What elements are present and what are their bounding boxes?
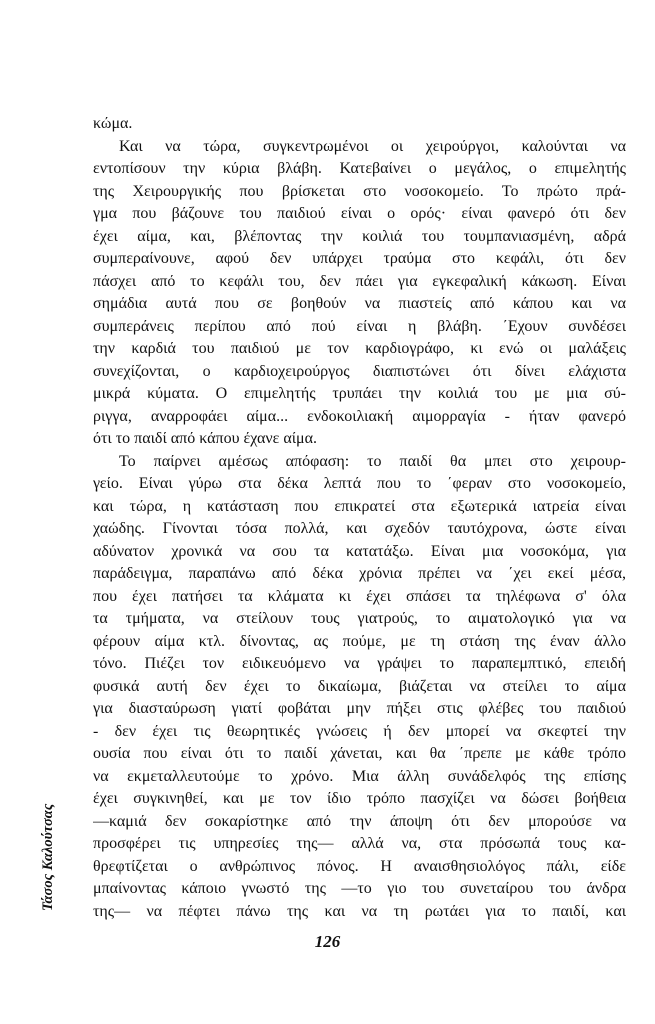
- text-line: της— να πέφτει πάνω της και να τη ρωτάει για το παιδί, και: [93, 902, 626, 920]
- text-line: φυσικά αυτή δεν έχει το δικαίωμα, βιάζεται να στείλει το αίμα: [93, 677, 626, 695]
- page-number: 126: [314, 932, 341, 951]
- text-line: γμα που βάζουνε του παιδιού είναι ο ορός· είναι φανερό ότι δεν: [93, 205, 626, 222]
- text-line: να εκμεταλλευτούμε το χρόνο. Μια άλλη συνάδελφός της επίσης: [93, 767, 626, 785]
- text-line: την καρδιά του παιδιού με τον καρδιογράφο, κι ενώ οι μαλάξεις: [93, 340, 626, 357]
- text-line: κώμα.: [93, 115, 133, 132]
- text-line: χαώδης. Γίνονται τόσα πολλά, και σχεδόν ταυτόχρονα, ώστε είναι: [93, 520, 626, 537]
- text-line: έχει συγκινηθεί, και με τον ίδιο τρόπο πασχίζει να δώσει βοήθεια: [93, 790, 626, 807]
- running-head-author: Τάσος Καλούτσας: [40, 803, 56, 912]
- text-line: Και να τώρα, συγκεντρωμένοι οι χειρούργοι, καλούνται να: [119, 137, 626, 155]
- text-line: εντοπίσουν την κύρια βλάβη. Κατεβαίνει ο μεγάλος, ο επιμελητής: [93, 160, 626, 177]
- text-line: για διασταύρωση γιατί φοβάται μην πήξει στις φλέβες του παιδιού: [93, 700, 626, 717]
- text-line: - δεν έχει τις θεωρητικές γνώσεις ή δεν μπορεί να σκεφτεί την: [93, 722, 626, 740]
- text-line: προσφέρει τις υπηρεσίες της— αλλά να, στα πρόσωπά τους κα-: [93, 835, 626, 852]
- text-line: τόνο. Πιέζει τον ειδικευόμενο να γράψει το παραπεμπτικό, επειδή: [93, 655, 626, 672]
- text-line: ότι το παιδί από κάπου έχανε αίμα.: [93, 430, 317, 447]
- text-line: μπαίνοντας κάποιο γνωστό της —το γιο του συνεταίρου του άνδρα: [93, 880, 626, 897]
- body-text: [93, 113, 626, 923]
- text-line: της Χειρουργικής που βρίσκεται στο νοσοκομείο. Το πρώτο πρά-: [93, 182, 626, 200]
- text-line: Το παίρνει αμέσως απόφαση: το παιδί θα μπει στο χειρουρ-: [119, 452, 626, 470]
- text-line: θρεφτίζεται ο ανθρώπινος πόνος. Η αναισθησιολόγος πάλι, είδε: [93, 857, 626, 875]
- text-line: και τώρα, η κατάσταση που επικρατεί στα εξωτερικά ιατρεία είναι: [93, 497, 626, 515]
- text-line: φέρουν αίμα κτλ. δίνοντας, ας πούμε, με τη στάση της έναν άλλο: [93, 632, 626, 650]
- text-line: συνεχίζονται, ο καρδιοχειρούργος διαπιστώνει ότι δίνει ελάχιστα: [93, 362, 626, 380]
- text-line: τα τμήματα, να στείλουν τους γιατρούς, το αιματολογικό για να: [93, 610, 626, 627]
- text-line: που έχει πατήσει τα κλάματα κι έχει σπάσει τα τηλέφωνα σ' όλα: [93, 587, 626, 605]
- text-line: —καμιά δεν σοκαρίστηκε από την άποψη ότι δεν μπορούσε να: [93, 812, 626, 830]
- text-line: σημάδια αυτά που σε βοηθούν να πιαστείς από κάπου και να: [93, 295, 626, 312]
- text-line: πάσχει από το κεφάλι του, δεν πάει για εγκεφαλική κάκωση. Είναι: [93, 272, 626, 290]
- text-line: ριγγα, αναρροφάει αίμα... ενδοκοιλιακή αιμορραγία - ήταν φανερό: [93, 407, 626, 425]
- text-line: παράδειγμα, παραπάνω από δέκα χρόνια πρέπει να ΄χει εκεί μέσα,: [93, 565, 626, 582]
- text-line: συμπεράνεις περίπου από πού είναι η βλάβη. ΄Εχουν συνδέσει: [93, 317, 626, 335]
- text-line: συμπεραίνουνε, αφού δεν υπάρχει τραύμα στο κεφάλι, ότι δεν: [93, 250, 626, 267]
- text-line: μικρά κύματα. Ο επιμελητής τρυπάει την κοιλιά του με μια σύ-: [93, 385, 626, 402]
- text-line: αδύνατον χρονικά να σου τα κατατάξω. Είναι μια νοσοκόμα, για: [93, 542, 626, 560]
- text-line: γείο. Είναι γύρω στα δέκα λεπτά που το ΄φεραν στο νοσοκομείο,: [93, 475, 626, 492]
- text-line: ουσία που είναι ότι το παιδί χάνεται, και θα ΄πρεπε με κάθε τρόπο: [93, 745, 626, 762]
- text-line: έχει αίμα, και, βλέποντας την κοιλιά του τουμπανιασμένη, αδρά: [93, 227, 626, 245]
